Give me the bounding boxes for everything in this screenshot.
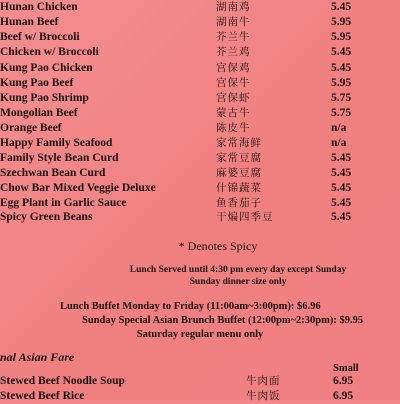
sunday-dinner-note: Sunday dinner size only xyxy=(189,277,287,287)
menu-item-name: Kung Pao Chicken xyxy=(0,62,93,74)
menu-item xyxy=(0,389,400,404)
menu-item-price: 5.45 xyxy=(331,167,352,179)
menu-item-chinese: 牛肉饭 xyxy=(246,390,281,402)
menu-item xyxy=(0,15,400,30)
menu-item-price: 5.95 xyxy=(331,31,352,43)
menu-item-price: 5.45 xyxy=(331,46,352,58)
weekday-buffet-note: Lunch Buffet Monday to Friday (11:00am~3:00pm): $6.96 xyxy=(60,301,321,312)
menu-item-chinese: 宫保鸡 xyxy=(216,62,251,74)
menu-item-chinese: 芥兰鸡 xyxy=(216,46,251,58)
menu-item-name: Egg Plant in Garlic Sauce xyxy=(0,197,127,209)
menu-item xyxy=(0,106,400,121)
menu-item-price: 5.45 xyxy=(331,152,352,164)
spicy-note: * Denotes Spicy xyxy=(178,239,258,253)
menu-item-price: n/a xyxy=(331,122,347,134)
menu-item-chinese: 陈皮牛 xyxy=(216,122,251,134)
menu-item-price: 5.95 xyxy=(331,77,352,89)
menu-item-price: 5.45 xyxy=(331,197,352,209)
menu-item xyxy=(0,91,400,106)
menu-item-name: Szechwan Bean Curd xyxy=(0,167,106,179)
menu-item xyxy=(0,30,400,45)
menu-item xyxy=(0,0,400,15)
menu-item-price: 5.45 xyxy=(331,62,352,74)
menu-item-name: Family Style Bean Curd xyxy=(0,152,119,164)
menu-item-price: 5.75 xyxy=(331,92,352,104)
menu-item-chinese: 蒙古牛 xyxy=(216,107,251,119)
menu-item xyxy=(0,374,400,389)
menu-item-price: 5.75 xyxy=(331,107,352,119)
menu-item xyxy=(0,196,400,211)
menu-item-chinese: 湖南牛 xyxy=(216,16,251,28)
lunch-hours-note: Lunch Served until 4:30 pm every day except Sunday xyxy=(129,265,347,275)
menu-item-price: 5.95 xyxy=(331,16,352,28)
menu-item-price: 5.45 xyxy=(331,211,352,223)
menu-item xyxy=(0,166,400,181)
menu-item xyxy=(0,76,400,91)
menu-item-name: Mongolian Beef xyxy=(0,107,78,119)
menu-item-name: Hunan Chicken xyxy=(0,1,78,13)
menu-item-chinese: 家常海鲜 xyxy=(216,137,262,149)
menu-item-price: 6.95 xyxy=(333,390,354,402)
menu-item-name: Kung Pao Beef xyxy=(0,77,74,89)
menu-item-chinese: 干煸四季豆 xyxy=(216,211,274,223)
menu-item xyxy=(0,151,400,166)
menu-item-name: Spicy Green Beans xyxy=(0,211,93,223)
menu-item xyxy=(0,61,400,76)
size-column-header: Small xyxy=(333,363,359,374)
menu-item-chinese: 家常豆腐 xyxy=(216,152,262,164)
menu-item-name: Chicken w/ Broccoli xyxy=(0,46,99,58)
menu-item-name: Hunan Beef xyxy=(0,16,59,28)
menu-item-chinese: 什锦蔬菜 xyxy=(216,182,262,194)
menu-item-chinese: 宫保牛 xyxy=(216,77,251,89)
menu-item-chinese: 芥兰牛 xyxy=(216,31,251,43)
menu-item xyxy=(0,181,400,196)
menu-item-name: Stewed Beef Rice xyxy=(0,390,85,402)
menu-item xyxy=(0,121,400,136)
section-title: nal Asian Fare xyxy=(0,350,75,364)
menu-item xyxy=(0,45,400,60)
saturday-note: Saturday regular menu only xyxy=(136,329,264,340)
menu-item-name: Beef w/ Broccoli xyxy=(0,31,80,43)
menu-item-name: Orange Beef xyxy=(0,122,62,134)
menu-item-price: 5.45 xyxy=(331,182,352,194)
menu-item-name: Stewed Beef Noodle Soup xyxy=(0,375,125,387)
menu-item-price: n/a xyxy=(331,137,347,149)
menu-item-chinese: 宫保虾 xyxy=(216,92,251,104)
menu-item-chinese: 鱼香茄子 xyxy=(216,197,262,209)
menu-item xyxy=(0,210,400,225)
menu-item-name: Chow Bar Mixed Veggie Deluxe xyxy=(0,182,156,194)
menu-item-name: Happy Family Seafood xyxy=(0,137,113,149)
sunday-buffet-note: Sunday Special Asian Brunch Buffet (12:00pm~2:30pm): $9.95 xyxy=(82,315,364,326)
menu-item-name: Kung Pao Shrimp xyxy=(0,92,89,104)
menu-item-price: 5.45 xyxy=(331,1,352,13)
menu-item xyxy=(0,136,400,151)
menu-item-price: 6.95 xyxy=(333,375,354,387)
menu-item-chinese: 牛肉面 xyxy=(246,375,281,387)
menu-item-chinese: 麻婆豆腐 xyxy=(216,167,262,179)
menu-item-chinese: 湖南鸡 xyxy=(216,1,251,13)
